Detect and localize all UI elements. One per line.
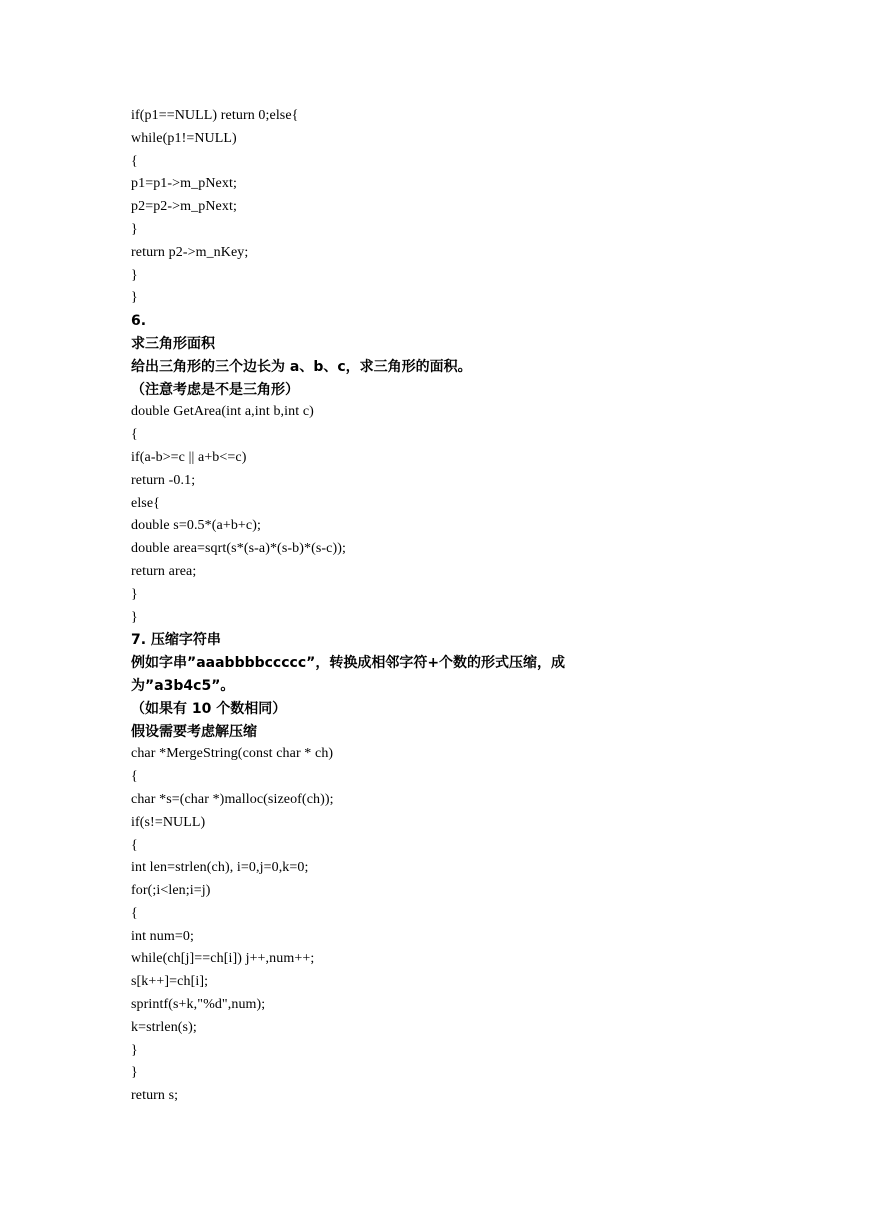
code-line: while(p1!=NULL) (131, 130, 237, 146)
code-line: p1=p1->m_pNext; (131, 176, 237, 192)
heading-line: 6. (131, 313, 147, 330)
code-line: { (131, 769, 138, 785)
code-line: char *MergeString(const char * ch) (131, 746, 334, 762)
code-line: } (131, 586, 138, 602)
code-line: else{ (131, 495, 160, 511)
code-line: { (131, 153, 138, 169)
code-line: return p2->m_nKey; (131, 244, 249, 260)
code-line: sprintf(s+k,"%d",num); (131, 997, 266, 1013)
code-line: double GetArea(int a,int b,int c) (131, 404, 314, 420)
document-body (131, 105, 831, 1108)
code-line: if(p1==NULL) return 0;else{ (131, 108, 299, 123)
code-line: { (131, 837, 138, 853)
heading-line: （注意考虑是不是三角形） (131, 381, 299, 398)
code-line: double area=sqrt(s*(s-a)*(s-b)*(s-c)); (131, 541, 346, 557)
document-page (131, 105, 831, 1108)
code-line: } (131, 290, 138, 306)
code-line: if(a-b>=c || a+b<=c) (131, 449, 247, 465)
code-line: while(ch[j]==ch[i]) j++,num++; (131, 951, 315, 967)
heading-line: 为”a3b4c5”。 (131, 677, 235, 694)
heading-line: （如果有 10 个数相同） (131, 700, 287, 717)
code-line: return area; (131, 563, 197, 579)
code-line: { (131, 427, 138, 443)
code-line: char *s=(char *)malloc(sizeof(ch)); (131, 791, 334, 807)
code-line: p2=p2->m_pNext; (131, 199, 237, 215)
code-line: } (131, 1065, 138, 1081)
code-line: double s=0.5*(a+b+c); (131, 518, 261, 534)
code-line: return -0.1; (131, 472, 196, 488)
code-line: k=strlen(s); (131, 1019, 197, 1035)
heading-line: 例如字串”aaabbbbccccc”，转换成相邻字符+个数的形式压缩，成 (131, 655, 566, 672)
code-line: if(s!=NULL) (131, 814, 206, 830)
heading-line: 求三角形面积 (131, 335, 215, 352)
code-line: s[k++]=ch[i]; (131, 974, 209, 990)
code-line: } (131, 267, 138, 283)
code-line: return s; (131, 1088, 179, 1104)
code-line: int num=0; (131, 928, 194, 944)
code-line: } (131, 1042, 138, 1058)
heading-line: 假设需要考虑解压缩 (131, 723, 257, 740)
code-line: { (131, 905, 138, 921)
heading-line: 给出三角形的三个边长为 a、b、c，求三角形的面积。 (131, 358, 472, 375)
code-line: int len=strlen(ch), i=0,j=0,k=0; (131, 860, 309, 876)
code-line: } (131, 221, 138, 237)
code-line: for(;i<len;i=j) (131, 883, 211, 899)
code-line: } (131, 609, 138, 625)
heading-line: 7. 压缩字符串 (131, 632, 221, 649)
